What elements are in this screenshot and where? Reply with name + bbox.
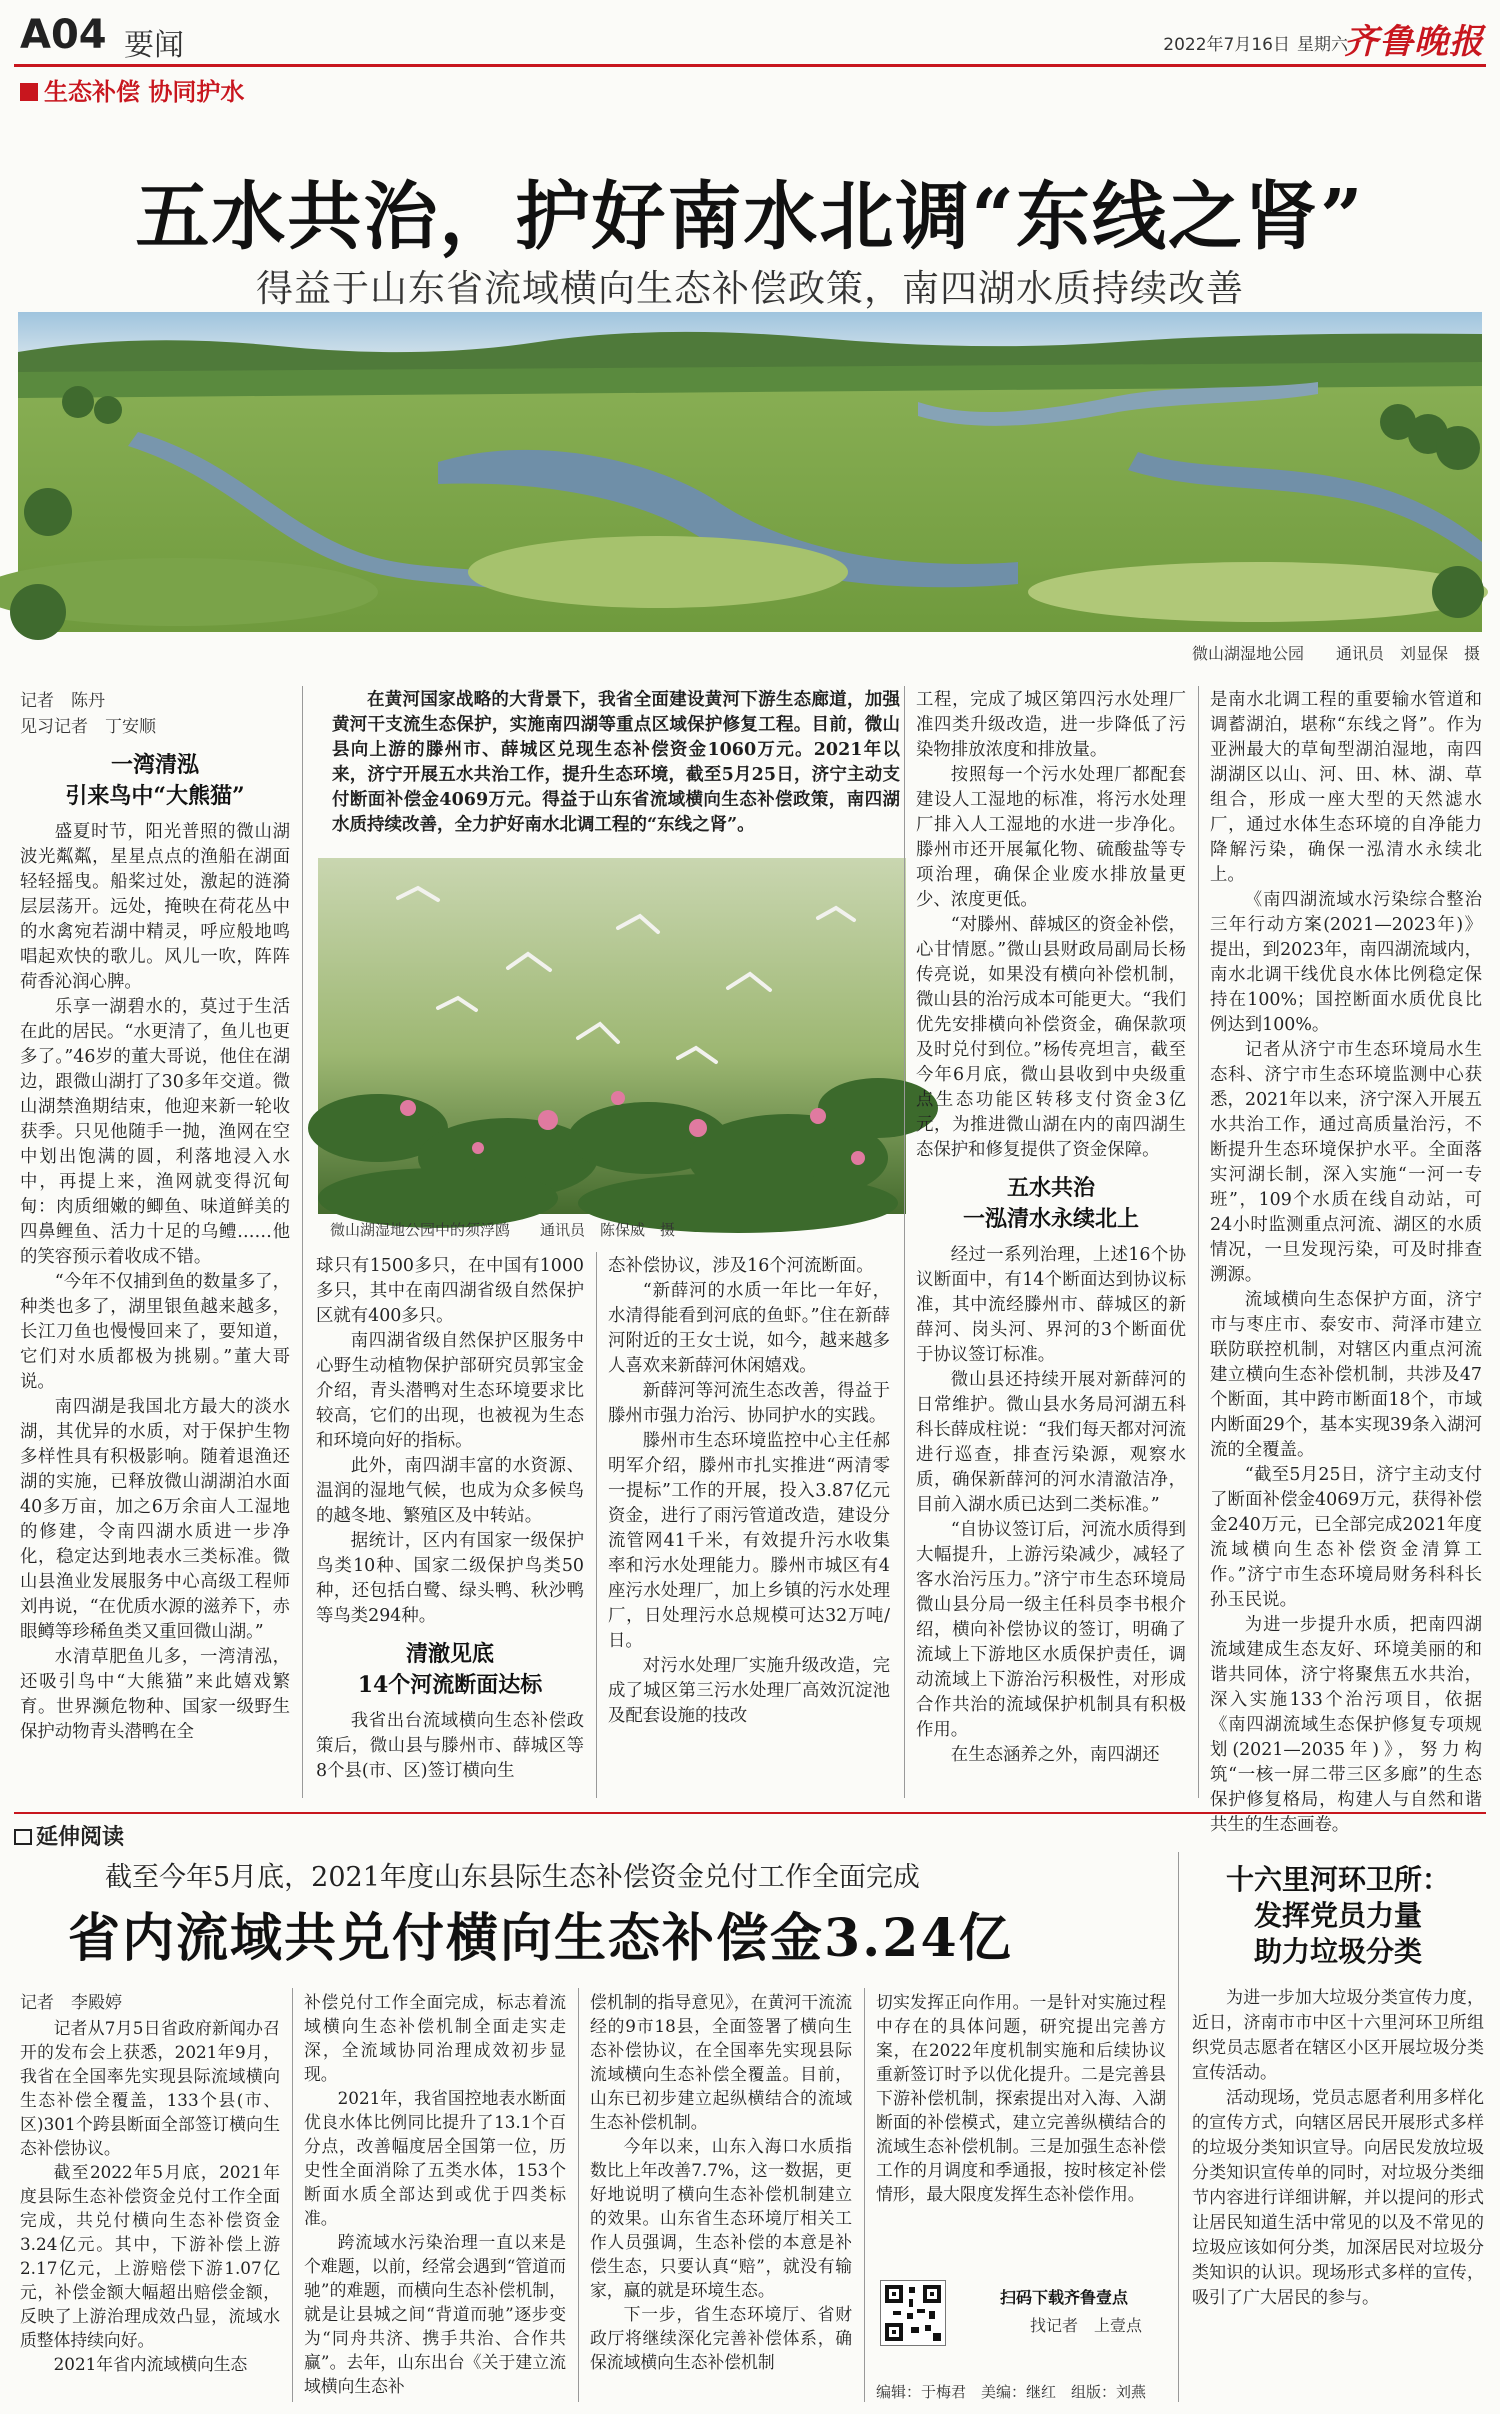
paragraph: 记者从济宁市生态环境局水生态科、济宁市生态环境监测中心获悉，2021年以来，济宁深入开展五水共治工作，通过高质量治污，不断提升生态环境保护水平。全面落实河湖长制，深入实施“一河一专班”，109个水质在线自动站，可24小时监测重点河流、湖区的水质情况，一旦发现污染，可及时排查溯源。: [1210, 1040, 1482, 1285]
issue-date: 2022年7月16日: [1163, 35, 1290, 55]
sidebar-title-line-2: 发挥党员力量: [1253, 1899, 1422, 1932]
paragraph: 经过一系列治理，上述16个协议断面中，有14个断面达到协议标准，其中流经滕州市、薛城区的新薛河、岗头河、界河的3个断面优于协议签订标准。: [916, 1245, 1186, 1365]
paragraph: 偿机制的指导意见》，在黄河干流流经的9市18县，全面签署了横向生态补偿协议，在全国率先实现县际流域横向生态补偿全覆盖。目前，山东已初步建立起纵横结合的流域生态补偿机制。: [590, 1992, 852, 2132]
paragraph: “对滕州、薛城区的资金补偿，心甘情愿。”微山县财政局副局长杨传亮说，如果没有横向补偿机制，微山县的治污成本可能更大。“我们优先安排横向补偿资金，确保款项及时兑付到位。”杨传亮坦言，截至今年6月底，微山县收到中央级重点生态功能区转移支付资金3亿元，为推进微山湖在内的南四湖生态保护和修复提供了资金保障。: [916, 915, 1186, 1160]
paragraph: 切实发挥正向作用。一是针对实施过程中存在的具体问题，研究提出完善方案，在2022年度机制实施和后续协议重新签订时予以优化提升。二是完善县下游补偿机制，探索提出对入海、入湖断面的补偿模式，建立完善纵横结合的流域生态补偿机制。三是加强生态补偿工作的月调度和季通报，按时核定补偿情形，最大限度发挥生态补偿作用。: [876, 1992, 1166, 2204]
paragraph: 补偿兑付工作全面完成，标志着流域横向生态补偿机制全面走实走深，全流域协同治理成效初步显现。: [304, 1992, 566, 2084]
box-icon: [14, 1829, 32, 1845]
extension-reporter: 记者 李殿婷: [20, 1993, 122, 2013]
paragraph: 跨流域水污染治理一直以来是个难题，以前，经常会遇到“管道而驰”的难题，而横向生态补偿机制，就是让县城之间“背道而驰”逐步变为“同舟共济、携手共治、合作共赢”。去年，山东出台《关于建立流域横向生态补: [304, 2232, 566, 2396]
newspaper-logo: 齐鲁晚报: [1344, 22, 1484, 62]
paragraph: “自协议签订后，河流水质得到大幅提升，上游污染减少，减轻了客水治污压力。”济宁市生态环境局微山县分局一级主任科员李书根介绍，横向补偿协议的签订，明确了流域上下游地区水质保护责任，调动流域上下游治污积极性，对形成合作共治的流域保护机制具有积极作用。: [916, 1520, 1186, 1740]
paragraph: 下一步，省生态环境厅、省财政厅将继续深化完善补偿体系，确保流域横向生态补偿机制: [590, 2304, 852, 2372]
subtitle-line-2: 一泓清水永续北上: [962, 1206, 1139, 1232]
paragraph: 按照每一个污水处理厂都配套建设人工湿地的标准，将污水处理厂排入人工湿地的水进一步净化。滕州市还开展氟化物、硫酸盐等专项治理，确保企业废水排放量更少、浓度更低。: [916, 765, 1186, 910]
terns-lotus-photo: [318, 858, 906, 1214]
extension-title: 省内流域共兑付横向生态补偿金3.24亿: [68, 1908, 1013, 1969]
subtitle-line-1: 一湾清泓: [110, 752, 199, 778]
paragraph: 滕州市生态环境监控中心主任郝明军介绍，滕州市扎实推进“两清零一提标”工作的开展，投入3.87亿元资金，进行了雨污管道改造，建设分流管网41千米，有效提升污水收集率和污水处理能力。滕州市城区有4座污水处理厂，加上乡镇的污水处理厂，日处理污水总规模可达32万吨/日。: [608, 1431, 890, 1651]
column-divider: [578, 1988, 579, 2402]
paragraph: 态补偿协议，涉及16个河流断面。: [608, 1256, 874, 1276]
paragraph: 盛夏时节，阳光普照的微山湖波光粼粼，星星点点的渔船在湖面轻轻摇曳。船桨过处，激起的涟漪层层荡开。远处，掩映在荷花丛中的水禽宛若湖中精灵，呼应般地鸣唱起欢快的歌儿。风儿一吹，阵阵荷香沁润心脾。: [20, 822, 290, 992]
column-divider: [1198, 686, 1199, 1798]
extension-label-text: 延伸阅读: [36, 1825, 125, 1850]
paragraph: 新薛河等河流生态改善，得益于滕州市强力治污、协同护水的实践。: [608, 1381, 890, 1426]
paragraph: 微山县还持续开展对新薛河的日常维护。微山县水务局河湖五科科长薛成柱说：“我们每天都对河流进行巡查，排查污染源，观察水质，确保新薛河的河水清澈洁净，目前入湖水质已达到二类标准。”: [916, 1370, 1186, 1515]
paragraph: 水清草肥鱼儿多，一湾清泓，还吸引鸟中“大熊猫”来此嬉戏繁育。世界濒危物种、国家一级野生保护动物青头潜鸭在全: [20, 1647, 290, 1742]
extension-column-2: [304, 1990, 566, 2402]
paragraph: 截至2022年5月底，2021年度县际生态补偿资金兑付工作全面完成，共兑付横向生态补偿资金3.24亿元。其中，下游补偿上游2.17亿元，上游赔偿下游1.07亿元，补偿金额大幅超出赔偿金额，反映了上游治理成效凸显，流域水质整体持续向好。: [20, 2162, 280, 2350]
extension-column-1: [20, 1990, 280, 2402]
photo1-caption: 微山湖湿地公园 通讯员 刘显保 摄: [1191, 644, 1480, 663]
paragraph: 在生态涵养之外，南四湖还: [950, 1745, 1160, 1765]
paragraph: 南四湖是我国北方最大的淡水湖，其优异的水质，对于保护生物多样性具有积极影响。随着退渔还湖的实施，已释放微山湖湖泊水面40多万亩，加之6万余亩人工湿地的修建，令南四湖水质进一步净化，稳定达到地表水三类标准。微山县渔业发展服务中心高级工程师刘冉说，“在优质水源的滋养下，赤眼鳟等珍稀鱼类又重回微山湖。”: [20, 1397, 290, 1642]
qr-text-download: 扫码下载齐鲁壹点: [1000, 2288, 1129, 2307]
subtitle-clear-bottom: [316, 1639, 584, 1701]
page-header: [14, 8, 1486, 106]
extension-column-3: [590, 1990, 852, 2402]
paragraph: 据统计，区内有国家一级保护鸟类10种、国家二级保护鸟类50种，还包括白鹭、绿头鸭、秋沙鸭等鸟类294种。: [316, 1531, 584, 1626]
square-icon: [20, 83, 38, 101]
subtitle-clear-bay: [20, 750, 290, 812]
subtitle-line-2: 14个河流断面达标: [357, 1672, 543, 1698]
paragraph: 流域横向生态保护方面，济宁市与枣庄市、泰安市、菏泽市建立联防联控机制，对辖区内重点河流建立横向生态补偿机制，共涉及47个断面，其中跨市断面18个，市域内断面29个，基本实现39条入湖河流的全覆盖。: [1210, 1290, 1482, 1460]
paragraph: 2021年省内流域横向生态: [53, 2354, 248, 2374]
editor-credits: 编辑：于梅君 美编：继红 组版：刘燕: [876, 2383, 1147, 2401]
paragraph: 活动现场，党员志愿者利用多样化的宣传方式，向辖区居民开展形式多样的垃圾分类知识宣导。向居民发放垃圾分类知识宣传单的同时，对垃圾分类细节内容进行详细讲解，并以提问的形式让居民知道生活中常见的以及不常见的垃圾应该如何分类，加深居民对垃圾分类知识的认识。现场形式多样的宣传，吸引了广大居民的参与。: [1192, 2088, 1484, 2308]
lead-paragraph: 在黄河国家战略的大背景下，我省全面建设黄河下游生态廊道，加强黄河干支流生态保护，实施南四湖等重点区域保护修复工程。目前，微山县向上游的滕州市、薛城区兑现生态补偿资金1060万元。2021年以来，济宁开展五水共治工作，提升生态环境，截至5月25日，济宁主动支付断面补偿金4069万元。得益于山东省流域横向生态补偿政策，南四湖水质持续改善，全力护好南水北调工程的“东线之肾”。: [332, 690, 900, 835]
page-headline: 五水共治，护好南水北调“东线之肾”: [135, 174, 1365, 260]
paragraph: 乐享一湖碧水的，莫过于生活在此的居民。“水更清了，鱼儿也更多了。”46岁的董大哥说，他住在湖边，跟微山湖打了30多年交道。微山湖禁渔期结束，他迎来新一轮收获季。只见他随手一抛，渔网在空中划出饱满的圆，利落地浸入水中，再提上来，渔网就变得沉甸甸：肉质细嫩的鲫鱼、味道鲜美的四鼻鲤鱼、活力十足的乌鳢……他的笑容预示着收成不错。: [20, 997, 290, 1267]
paragraph: 记者从7月5日省政府新闻办召开的发布会上获悉，2021年9月，我省在全国率先实现县际流域横向生态补偿全覆盖，133个县(市、区)301个跨县断面全部签订横向生态补偿协议。: [20, 2018, 280, 2158]
article-column-1: [20, 688, 290, 1798]
column-divider: [904, 686, 905, 1798]
page-code: A04: [20, 12, 107, 58]
article-column-3: [608, 1254, 890, 1798]
section-name: 要闻: [124, 28, 184, 63]
sidebar-story-body: [1192, 1986, 1484, 2402]
page-subheadline: 得益于山东省流域横向生态补偿政策，南四湖水质持续改善: [256, 267, 1244, 310]
subtitle-line-1: 五水共治: [1006, 1175, 1095, 1201]
subtitle-five-water: [916, 1173, 1186, 1235]
column-divider: [302, 686, 303, 1798]
paragraph: “今年不仅捕到鱼的数量多了，种类也多了，湖里银鱼越来越多，长江刀鱼也慢慢回来了，要知道，它们对水质都极为挑剔。”董大哥说。: [20, 1272, 290, 1392]
sidebar-title-line-1: 十六里河环卫所：: [1225, 1863, 1450, 1896]
photo2-caption: 微山湖湿地公园中的须浮鸥 通讯员 陈保威 摄: [330, 1221, 676, 1239]
paragraph: 南四湖省级自然保护区服务中心野生动植物保护部研究员郭宝金介绍，青头潜鸭对生态环境要求比较高，它们的出现，也被视为生态和环境向好的指标。: [316, 1331, 584, 1451]
column-divider: [1178, 1852, 1179, 2402]
article-column-5: [1210, 688, 1482, 1835]
extension-pretitle: 截至今年5月底，2021年度山东县际生态补偿资金兑付工作全面完成: [105, 1862, 920, 1893]
paragraph: 此外，南四湖丰富的水资源、温润的湿地气候，也成为众多候鸟的越冬地、繁殖区及中转站。: [316, 1456, 584, 1526]
wetland-park-photo: [18, 312, 1482, 632]
section-kicker: [20, 72, 244, 107]
paragraph: 工程，完成了城区第四污水处理厂准四类升级改造，进一步降低了污染物排放浓度和排放量。: [916, 690, 1186, 760]
paragraph: 球只有1500多只，在中国有1000多只，其中在南四湖省级自然保护区就有400多只。: [316, 1256, 584, 1326]
paragraph: 我省出台流域横向生态补偿政策后，微山县与滕州市、薛城区等8个县(市、区)签订横向生: [316, 1711, 584, 1781]
extension-column-4: [876, 1990, 1166, 2270]
paragraph: 为进一步提升水质，把南四湖流域建成生态友好、环境美丽的和谐共同体，济宁将聚焦五水共治，深入实施133个治污项目，依据《南四湖流域生态保护修复专项规划(2021—2035年)》，努力构筑“一核一屏二带三区多廊”的生态保护修复格局，构建人与自然和谐共生的生态画卷。: [1210, 1615, 1482, 1835]
intern-byline: 见习记者 丁安顺: [20, 717, 156, 737]
paragraph: “新薛河的水质一年比一年好，水清得能看到河底的鱼虾。”住在新薛河附近的王女士说，如今，越来越多人喜欢来新薛河休闲嬉戏。: [608, 1281, 890, 1376]
sidebar-title-line-3: 助力垃圾分类: [1253, 1935, 1422, 1968]
paragraph: 《南四湖流域水污染综合整治三年行动方案(2021—2023年)》提出，到2023年，南四湖流域内，南水北调干线优良水体比例稳定保持在100%；国控断面水质优良比例达到100%。: [1210, 890, 1482, 1035]
kicker-text: 生态补偿 协同护水: [44, 78, 245, 106]
paragraph: 是南水北调工程的重要输水管道和调蓄湖泊，堪称“东线之肾”。作为亚洲最大的草甸型湖泊湿地，南四湖湖区以山、河、田、林、湖、草组合，形成一座大型的天然滤水厂，通过水体生态环境的自净能力降解污染，确保一泓清水永续北上。: [1210, 690, 1482, 885]
sidebar-story-title: [1190, 1862, 1486, 1970]
paragraph: 今年以来，山东入海口水质指数比上年改善7.7%，这一数据，更好地说明了横向生态补偿机制建立的效果。山东省生态环境厅相关工作人员强调，生态补偿的本意是补偿生态，只要认真“赔”，就没有输家，赢的就是环境生态。: [590, 2136, 852, 2300]
subtitle-line-1: 清澈见底: [405, 1641, 494, 1667]
paragraph: 对污水处理厂实施升级改造，完成了城区第三污水处理厂高效沉淀池及配套设施的技改: [608, 1656, 890, 1726]
extension-label: [14, 1820, 124, 1851]
reporter-byline: 记者 陈丹: [20, 691, 105, 711]
issue-weekday: 星期六: [1297, 35, 1348, 55]
qr-text-contact: 找记者 上壹点: [1030, 2316, 1143, 2335]
column-divider: [864, 1988, 865, 2402]
paragraph: “截至5月25日，济宁主动支付了断面补偿金4069万元，获得补偿金240万元，已全部完成2021年度流域横向生态补偿资金清算工作。”济宁市生态环境局财务科科长孙玉民说。: [1210, 1465, 1482, 1610]
header-rule: [14, 64, 1486, 67]
subtitle-line-2: 引来鸟中“大熊猫”: [65, 783, 245, 809]
column-divider: [596, 1252, 597, 1798]
paragraph: 2021年，我省国控地表水断面优良水体比例同比提升了13.1个百分点，改善幅度居全国第一位，历史性全面消除了五类水体，153个断面水质全部达到或优于四类标准。: [304, 2088, 566, 2228]
extension-band: [14, 1812, 1486, 1850]
qr-code-icon[interactable]: [880, 2280, 946, 2346]
article-column-4: [916, 688, 1186, 1798]
column-divider: [292, 1988, 293, 2402]
paragraph: 为进一步加大垃圾分类宣传力度，近日，济南市市中区十六里河环卫所组织党员志愿者在辖区小区开展垃圾分类宣传活动。: [1192, 1988, 1484, 2083]
article-column-2: [316, 1254, 584, 1798]
article-lead: [332, 688, 900, 838]
